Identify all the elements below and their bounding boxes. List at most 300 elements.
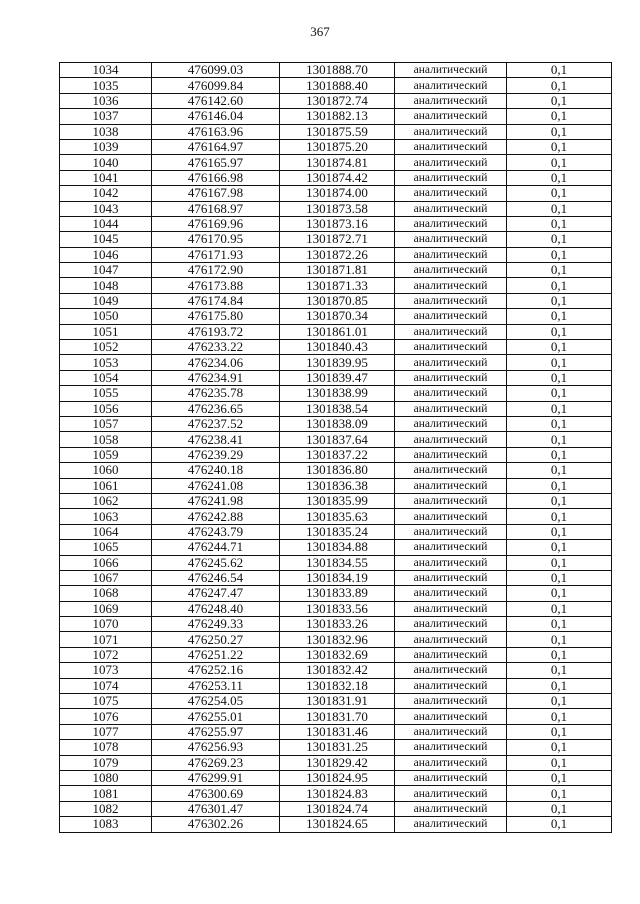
table-row [60,786,612,801]
accuracy-cell: 0,1 [507,432,612,447]
method-cell: аналитический [395,416,507,431]
point-number-cell: 1066 [60,555,152,570]
accuracy-cell: 0,1 [507,186,612,201]
y-coordinate-cell: 1301831.25 [280,740,395,755]
point-number-cell: 1055 [60,386,152,401]
y-coordinate-cell: 1301875.59 [280,124,395,139]
table-row [60,78,612,93]
y-coordinate-cell: 1301835.24 [280,524,395,539]
y-coordinate-cell: 1301838.09 [280,416,395,431]
y-coordinate-cell: 1301872.71 [280,232,395,247]
point-number-cell: 1076 [60,709,152,724]
accuracy-cell: 0,1 [507,93,612,108]
point-number-cell: 1063 [60,509,152,524]
accuracy-cell: 0,1 [507,78,612,93]
x-coordinate-cell: 476236.65 [152,401,280,416]
x-coordinate-cell: 476252.16 [152,663,280,678]
method-cell: аналитический [395,678,507,693]
point-number-cell: 1062 [60,493,152,508]
table-row [60,632,612,647]
y-coordinate-cell: 1301874.00 [280,186,395,201]
table-row [60,478,612,493]
method-cell: аналитический [395,740,507,755]
point-number-cell: 1060 [60,463,152,478]
point-number-cell: 1069 [60,601,152,616]
accuracy-cell: 0,1 [507,201,612,216]
y-coordinate-cell: 1301833.89 [280,586,395,601]
method-cell: аналитический [395,124,507,139]
accuracy-cell: 0,1 [507,694,612,709]
point-number-cell: 1036 [60,93,152,108]
method-cell: аналитический [395,355,507,370]
accuracy-cell: 0,1 [507,524,612,539]
y-coordinate-cell: 1301837.64 [280,432,395,447]
x-coordinate-cell: 476233.22 [152,340,280,355]
y-coordinate-cell: 1301824.83 [280,786,395,801]
y-coordinate-cell: 1301832.18 [280,678,395,693]
point-number-cell: 1047 [60,263,152,278]
table-row [60,570,612,585]
accuracy-cell: 0,1 [507,124,612,139]
table-row [60,432,612,447]
table-row [60,139,612,154]
point-number-cell: 1078 [60,740,152,755]
point-number-cell: 1065 [60,540,152,555]
point-number-cell: 1041 [60,170,152,185]
y-coordinate-cell: 1301832.42 [280,663,395,678]
table-row [60,93,612,108]
y-coordinate-cell: 1301834.55 [280,555,395,570]
x-coordinate-cell: 476254.05 [152,694,280,709]
accuracy-cell: 0,1 [507,724,612,739]
accuracy-cell: 0,1 [507,247,612,262]
x-coordinate-cell: 476234.91 [152,370,280,385]
table-row [60,817,612,832]
table-row [60,370,612,385]
method-cell: аналитический [395,478,507,493]
method-cell: аналитический [395,524,507,539]
table-row [60,324,612,339]
method-cell: аналитический [395,293,507,308]
x-coordinate-cell: 476165.97 [152,155,280,170]
accuracy-cell: 0,1 [507,216,612,231]
point-number-cell: 1083 [60,817,152,832]
x-coordinate-cell: 476243.79 [152,524,280,539]
table-row [60,186,612,201]
y-coordinate-cell: 1301872.74 [280,93,395,108]
x-coordinate-cell: 476163.96 [152,124,280,139]
point-number-cell: 1077 [60,724,152,739]
point-number-cell: 1045 [60,232,152,247]
table-row [60,232,612,247]
x-coordinate-cell: 476171.93 [152,247,280,262]
page-number: 367 [310,24,330,39]
table-row [60,555,612,570]
accuracy-cell: 0,1 [507,570,612,585]
x-coordinate-cell: 476300.69 [152,786,280,801]
y-coordinate-cell: 1301835.99 [280,493,395,508]
accuracy-cell: 0,1 [507,63,612,78]
point-number-cell: 1035 [60,78,152,93]
point-number-cell: 1080 [60,770,152,785]
accuracy-cell: 0,1 [507,493,612,508]
table-row [60,309,612,324]
point-number-cell: 1061 [60,478,152,493]
y-coordinate-cell: 1301839.95 [280,355,395,370]
x-coordinate-cell: 476193.72 [152,324,280,339]
y-coordinate-cell: 1301874.42 [280,170,395,185]
accuracy-cell: 0,1 [507,617,612,632]
y-coordinate-cell: 1301873.58 [280,201,395,216]
accuracy-cell: 0,1 [507,786,612,801]
accuracy-cell: 0,1 [507,770,612,785]
point-number-cell: 1046 [60,247,152,262]
table-row [60,493,612,508]
method-cell: аналитический [395,463,507,478]
accuracy-cell: 0,1 [507,740,612,755]
table-row [60,524,612,539]
point-number-cell: 1042 [60,186,152,201]
table-row [60,709,612,724]
y-coordinate-cell: 1301833.26 [280,617,395,632]
method-cell: аналитический [395,617,507,632]
y-coordinate-cell: 1301888.70 [280,63,395,78]
point-number-cell: 1074 [60,678,152,693]
point-number-cell: 1044 [60,216,152,231]
table-row [60,155,612,170]
method-cell: аналитический [395,309,507,324]
table-row [60,801,612,816]
method-cell: аналитический [395,570,507,585]
point-number-cell: 1058 [60,432,152,447]
y-coordinate-cell: 1301871.33 [280,278,395,293]
method-cell: аналитический [395,186,507,201]
table-row [60,170,612,185]
x-coordinate-cell: 476175.80 [152,309,280,324]
x-coordinate-cell: 476240.18 [152,463,280,478]
y-coordinate-cell: 1301836.38 [280,478,395,493]
accuracy-cell: 0,1 [507,555,612,570]
accuracy-cell: 0,1 [507,509,612,524]
method-cell: аналитический [395,663,507,678]
x-coordinate-cell: 476169.96 [152,216,280,231]
table-row [60,124,612,139]
point-number-cell: 1034 [60,63,152,78]
table-row [60,263,612,278]
y-coordinate-cell: 1301824.74 [280,801,395,816]
y-coordinate-cell: 1301834.19 [280,570,395,585]
method-cell: аналитический [395,263,507,278]
table-row [60,340,612,355]
x-coordinate-cell: 476253.11 [152,678,280,693]
table-row [60,540,612,555]
method-cell: аналитический [395,370,507,385]
accuracy-cell: 0,1 [507,678,612,693]
x-coordinate-cell: 476172.90 [152,263,280,278]
method-cell: аналитический [395,170,507,185]
method-cell: аналитический [395,709,507,724]
method-cell: аналитический [395,401,507,416]
accuracy-cell: 0,1 [507,463,612,478]
y-coordinate-cell: 1301882.13 [280,109,395,124]
accuracy-cell: 0,1 [507,447,612,462]
y-coordinate-cell: 1301870.85 [280,293,395,308]
table-row [60,647,612,662]
y-coordinate-cell: 1301888.40 [280,78,395,93]
x-coordinate-cell: 476164.97 [152,139,280,154]
x-coordinate-cell: 476247.47 [152,586,280,601]
table-row [60,216,612,231]
y-coordinate-cell: 1301872.26 [280,247,395,262]
coordinates-table-body [60,63,612,833]
table-row [60,463,612,478]
point-number-cell: 1037 [60,109,152,124]
table-row [60,247,612,262]
y-coordinate-cell: 1301831.70 [280,709,395,724]
method-cell: аналитический [395,278,507,293]
accuracy-cell: 0,1 [507,109,612,124]
method-cell: аналитический [395,201,507,216]
y-coordinate-cell: 1301837.22 [280,447,395,462]
point-number-cell: 1070 [60,617,152,632]
y-coordinate-cell: 1301839.47 [280,370,395,385]
x-coordinate-cell: 476167.98 [152,186,280,201]
y-coordinate-cell: 1301875.20 [280,139,395,154]
y-coordinate-cell: 1301824.95 [280,770,395,785]
x-coordinate-cell: 476242.88 [152,509,280,524]
table-row [60,109,612,124]
point-number-cell: 1064 [60,524,152,539]
table-row [60,401,612,416]
point-number-cell: 1043 [60,201,152,216]
method-cell: аналитический [395,216,507,231]
x-coordinate-cell: 476142.60 [152,93,280,108]
table-row [60,678,612,693]
point-number-cell: 1053 [60,355,152,370]
table-row [60,601,612,616]
x-coordinate-cell: 476255.01 [152,709,280,724]
table-row [60,724,612,739]
point-number-cell: 1073 [60,663,152,678]
accuracy-cell: 0,1 [507,416,612,431]
x-coordinate-cell: 476269.23 [152,755,280,770]
y-coordinate-cell: 1301834.88 [280,540,395,555]
accuracy-cell: 0,1 [507,278,612,293]
accuracy-cell: 0,1 [507,817,612,832]
method-cell: аналитический [395,801,507,816]
accuracy-cell: 0,1 [507,139,612,154]
method-cell: аналитический [395,155,507,170]
coordinates-table [59,62,612,833]
x-coordinate-cell: 476251.22 [152,647,280,662]
x-coordinate-cell: 476166.98 [152,170,280,185]
point-number-cell: 1051 [60,324,152,339]
table-row [60,755,612,770]
y-coordinate-cell: 1301861.01 [280,324,395,339]
method-cell: аналитический [395,647,507,662]
point-number-cell: 1075 [60,694,152,709]
y-coordinate-cell: 1301836.80 [280,463,395,478]
method-cell: аналитический [395,447,507,462]
accuracy-cell: 0,1 [507,263,612,278]
method-cell: аналитический [395,78,507,93]
method-cell: аналитический [395,770,507,785]
method-cell: аналитический [395,63,507,78]
y-coordinate-cell: 1301833.56 [280,601,395,616]
x-coordinate-cell: 476256.93 [152,740,280,755]
x-coordinate-cell: 476241.08 [152,478,280,493]
accuracy-cell: 0,1 [507,401,612,416]
y-coordinate-cell: 1301873.16 [280,216,395,231]
accuracy-cell: 0,1 [507,478,612,493]
y-coordinate-cell: 1301838.99 [280,386,395,401]
accuracy-cell: 0,1 [507,170,612,185]
method-cell: аналитический [395,247,507,262]
method-cell: аналитический [395,632,507,647]
table-row [60,278,612,293]
x-coordinate-cell: 476299.91 [152,770,280,785]
x-coordinate-cell: 476241.98 [152,493,280,508]
x-coordinate-cell: 476238.41 [152,432,280,447]
method-cell: аналитический [395,432,507,447]
x-coordinate-cell: 476246.54 [152,570,280,585]
method-cell: аналитический [395,555,507,570]
table-row [60,447,612,462]
table-row [60,694,612,709]
y-coordinate-cell: 1301831.91 [280,694,395,709]
y-coordinate-cell: 1301838.54 [280,401,395,416]
method-cell: аналитический [395,109,507,124]
x-coordinate-cell: 476146.04 [152,109,280,124]
x-coordinate-cell: 476248.40 [152,601,280,616]
accuracy-cell: 0,1 [507,632,612,647]
table-row [60,663,612,678]
point-number-cell: 1052 [60,340,152,355]
method-cell: аналитический [395,324,507,339]
y-coordinate-cell: 1301832.69 [280,647,395,662]
y-coordinate-cell: 1301831.46 [280,724,395,739]
method-cell: аналитический [395,601,507,616]
point-number-cell: 1048 [60,278,152,293]
accuracy-cell: 0,1 [507,601,612,616]
y-coordinate-cell: 1301824.65 [280,817,395,832]
accuracy-cell: 0,1 [507,309,612,324]
accuracy-cell: 0,1 [507,293,612,308]
method-cell: аналитический [395,232,507,247]
x-coordinate-cell: 476099.03 [152,63,280,78]
accuracy-cell: 0,1 [507,755,612,770]
y-coordinate-cell: 1301870.34 [280,309,395,324]
method-cell: аналитический [395,340,507,355]
method-cell: аналитический [395,817,507,832]
point-number-cell: 1071 [60,632,152,647]
point-number-cell: 1049 [60,293,152,308]
point-number-cell: 1057 [60,416,152,431]
method-cell: аналитический [395,786,507,801]
table-row [60,617,612,632]
table-row [60,509,612,524]
method-cell: аналитический [395,509,507,524]
point-number-cell: 1079 [60,755,152,770]
table-row [60,386,612,401]
x-coordinate-cell: 476235.78 [152,386,280,401]
y-coordinate-cell: 1301829.42 [280,755,395,770]
method-cell: аналитический [395,386,507,401]
x-coordinate-cell: 476249.33 [152,617,280,632]
accuracy-cell: 0,1 [507,540,612,555]
x-coordinate-cell: 476174.84 [152,293,280,308]
accuracy-cell: 0,1 [507,355,612,370]
x-coordinate-cell: 476244.71 [152,540,280,555]
method-cell: аналитический [395,586,507,601]
accuracy-cell: 0,1 [507,586,612,601]
point-number-cell: 1072 [60,647,152,662]
y-coordinate-cell: 1301874.81 [280,155,395,170]
x-coordinate-cell: 476245.62 [152,555,280,570]
x-coordinate-cell: 476250.27 [152,632,280,647]
x-coordinate-cell: 476168.97 [152,201,280,216]
accuracy-cell: 0,1 [507,232,612,247]
point-number-cell: 1040 [60,155,152,170]
point-number-cell: 1038 [60,124,152,139]
accuracy-cell: 0,1 [507,324,612,339]
method-cell: аналитический [395,724,507,739]
table-row [60,293,612,308]
point-number-cell: 1068 [60,586,152,601]
method-cell: аналитический [395,93,507,108]
x-coordinate-cell: 476301.47 [152,801,280,816]
x-coordinate-cell: 476255.97 [152,724,280,739]
x-coordinate-cell: 476173.88 [152,278,280,293]
y-coordinate-cell: 1301871.81 [280,263,395,278]
table-row [60,416,612,431]
table-row [60,63,612,78]
point-number-cell: 1050 [60,309,152,324]
x-coordinate-cell: 476237.52 [152,416,280,431]
method-cell: аналитический [395,694,507,709]
table-row [60,770,612,785]
accuracy-cell: 0,1 [507,647,612,662]
accuracy-cell: 0,1 [507,801,612,816]
y-coordinate-cell: 1301835.63 [280,509,395,524]
point-number-cell: 1081 [60,786,152,801]
point-number-cell: 1039 [60,139,152,154]
point-number-cell: 1056 [60,401,152,416]
table-row [60,355,612,370]
point-number-cell: 1067 [60,570,152,585]
accuracy-cell: 0,1 [507,155,612,170]
point-number-cell: 1054 [60,370,152,385]
point-number-cell: 1059 [60,447,152,462]
method-cell: аналитический [395,540,507,555]
point-number-cell: 1082 [60,801,152,816]
accuracy-cell: 0,1 [507,663,612,678]
y-coordinate-cell: 1301832.96 [280,632,395,647]
x-coordinate-cell: 476302.26 [152,817,280,832]
method-cell: аналитический [395,139,507,154]
x-coordinate-cell: 476234.06 [152,355,280,370]
y-coordinate-cell: 1301840.43 [280,340,395,355]
x-coordinate-cell: 476239.29 [152,447,280,462]
table-row [60,586,612,601]
method-cell: аналитический [395,755,507,770]
accuracy-cell: 0,1 [507,386,612,401]
table-row [60,740,612,755]
accuracy-cell: 0,1 [507,709,612,724]
method-cell: аналитический [395,493,507,508]
accuracy-cell: 0,1 [507,340,612,355]
table-row [60,201,612,216]
